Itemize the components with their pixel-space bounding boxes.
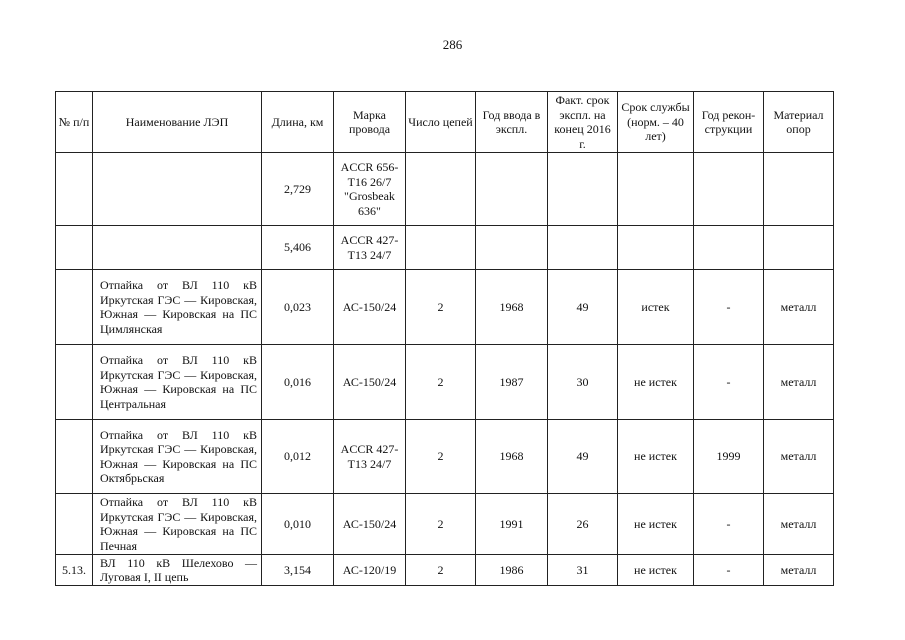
cell-reconstruction — [694, 226, 764, 270]
header-year: Год ввода в экспл. — [476, 92, 548, 153]
cell-length: 5,406 — [262, 226, 334, 270]
cell-actual-life — [548, 226, 618, 270]
cell-circuits — [406, 153, 476, 226]
cell-num — [56, 153, 93, 226]
table-header-row — [56, 92, 834, 153]
cell-circuits: 2 — [406, 420, 476, 494]
table-row — [56, 153, 834, 226]
cell-length: 0,023 — [262, 270, 334, 345]
cell-actual-life: 31 — [548, 555, 618, 586]
cell-reconstruction: - — [694, 555, 764, 586]
cell-num — [56, 226, 93, 270]
cell-num — [56, 345, 93, 420]
cell-material: металл — [764, 345, 834, 420]
cell-num: 5.13. — [56, 555, 93, 586]
cell-wire: АС-150/24 — [334, 494, 406, 555]
cell-actual-life: 26 — [548, 494, 618, 555]
cell-circuits — [406, 226, 476, 270]
cell-num — [56, 494, 93, 555]
cell-length: 0,012 — [262, 420, 334, 494]
cell-material — [764, 153, 834, 226]
cell-wire: АС-120/19 — [334, 555, 406, 586]
cell-reconstruction: - — [694, 345, 764, 420]
cell-name: ВЛ 110 кВ Шелехово — Луговая I, II цепь — [93, 555, 262, 586]
cell-length: 3,154 — [262, 555, 334, 586]
cell-length: 0,016 — [262, 345, 334, 420]
power-lines-table — [55, 91, 834, 586]
cell-material — [764, 226, 834, 270]
cell-actual-life — [548, 153, 618, 226]
table-row — [56, 555, 834, 586]
cell-material: металл — [764, 270, 834, 345]
cell-year: 1986 — [476, 555, 548, 586]
table-row — [56, 345, 834, 420]
cell-name: Отпайка от ВЛ 110 кВ Иркутская ГЭС — Кировская, Южная — Кировская на ПС Октябрьская — [93, 420, 262, 494]
cell-num — [56, 420, 93, 494]
cell-name: Отпайка от ВЛ 110 кВ Иркутская ГЭС — Кировская, Южная — Кировская на ПС Печная — [93, 494, 262, 555]
cell-service-life: не истек — [618, 494, 694, 555]
cell-service-life — [618, 226, 694, 270]
cell-year: 1987 — [476, 345, 548, 420]
cell-material: металл — [764, 494, 834, 555]
cell-year: 1968 — [476, 270, 548, 345]
table-row — [56, 420, 834, 494]
header-circuits: Число цепей — [406, 92, 476, 153]
cell-reconstruction: 1999 — [694, 420, 764, 494]
table-row — [56, 226, 834, 270]
cell-name — [93, 153, 262, 226]
cell-num — [56, 270, 93, 345]
cell-length: 0,010 — [262, 494, 334, 555]
table-row — [56, 494, 834, 555]
cell-service-life: истек — [618, 270, 694, 345]
header-material: Материал опор — [764, 92, 834, 153]
cell-material: металл — [764, 420, 834, 494]
cell-wire: ACCR 427-T13 24/7 — [334, 226, 406, 270]
table-row — [56, 270, 834, 345]
header-num: № п/п — [56, 92, 93, 153]
cell-circuits: 2 — [406, 555, 476, 586]
cell-year — [476, 153, 548, 226]
cell-year — [476, 226, 548, 270]
cell-name: Отпайка от ВЛ 110 кВ Иркутская ГЭС — Кировская, Южная — Кировская на ПС Центральная — [93, 345, 262, 420]
cell-reconstruction — [694, 153, 764, 226]
cell-actual-life: 49 — [548, 270, 618, 345]
cell-service-life: не истек — [618, 555, 694, 586]
cell-year: 1968 — [476, 420, 548, 494]
cell-wire: АС-150/24 — [334, 270, 406, 345]
cell-reconstruction: - — [694, 494, 764, 555]
cell-reconstruction: - — [694, 270, 764, 345]
cell-actual-life: 30 — [548, 345, 618, 420]
header-service-life: Срок службы (норм. – 40 лет) — [618, 92, 694, 153]
cell-service-life: не истек — [618, 345, 694, 420]
cell-length: 2,729 — [262, 153, 334, 226]
cell-year: 1991 — [476, 494, 548, 555]
header-wire: Марка провода — [334, 92, 406, 153]
cell-service-life: не истек — [618, 420, 694, 494]
header-length: Длина, км — [262, 92, 334, 153]
cell-name: Отпайка от ВЛ 110 кВ Иркутская ГЭС — Кировская, Южная — Кировская на ПС Цимлянская — [93, 270, 262, 345]
header-reconstruction: Год рекон-струкции — [694, 92, 764, 153]
cell-name — [93, 226, 262, 270]
cell-actual-life: 49 — [548, 420, 618, 494]
cell-circuits: 2 — [406, 270, 476, 345]
cell-wire: ACCR 656-T16 26/7 "Grosbeak 636" — [334, 153, 406, 226]
cell-circuits: 2 — [406, 345, 476, 420]
header-actual-life: Факт. срок экспл. на конец 2016 г. — [548, 92, 618, 153]
header-name: Наименование ЛЭП — [93, 92, 262, 153]
cell-circuits: 2 — [406, 494, 476, 555]
cell-wire: ACCR 427-T13 24/7 — [334, 420, 406, 494]
cell-material: металл — [764, 555, 834, 586]
cell-service-life — [618, 153, 694, 226]
page-number: 286 — [442, 37, 463, 52]
cell-wire: АС-150/24 — [334, 345, 406, 420]
